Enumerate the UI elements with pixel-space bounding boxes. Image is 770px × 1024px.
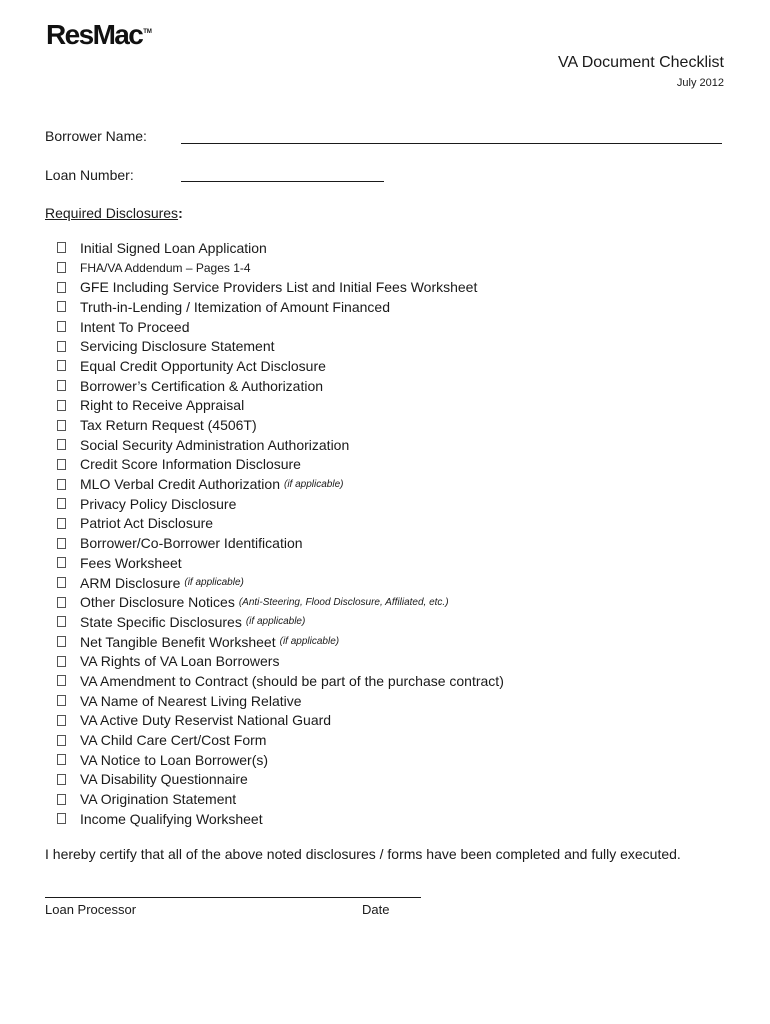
checklist-item-label: ARM Disclosure <box>80 574 181 591</box>
checklist-item <box>57 691 504 711</box>
checklist-item-label: State Specific Disclosures <box>80 613 242 630</box>
checkbox[interactable] <box>57 518 66 529</box>
loan-number-label: Loan Number: <box>45 167 134 183</box>
checklist-item-label: VA Disability Questionnaire <box>80 771 248 788</box>
checkbox[interactable] <box>57 735 66 746</box>
checklist-item <box>57 651 504 671</box>
checklist-item-label: Patriot Act Disclosure <box>80 515 214 532</box>
checklist-item <box>57 376 504 396</box>
borrower-name-field[interactable] <box>181 143 722 144</box>
checklist-item <box>57 494 504 514</box>
checklist-item-label: Right to Receive Appraisal <box>80 397 245 414</box>
checklist-item-label: VA Rights of VA Loan Borrowers <box>80 653 280 670</box>
checklist-item-label: Borrower/Co-Borrower Identification <box>80 535 303 552</box>
checkbox[interactable] <box>57 301 66 312</box>
checklist-item <box>57 750 504 770</box>
checklist-item <box>57 258 504 278</box>
checklist-item-note: (if applicable) <box>245 616 306 628</box>
borrower-name-label: Borrower Name: <box>45 128 147 144</box>
checklist-item <box>57 671 504 691</box>
page-title: VA Document Checklist <box>558 54 724 71</box>
checklist-item <box>57 415 504 435</box>
checklist-item-label: Net Tangible Benefit Worksheet <box>80 633 276 650</box>
checklist-item-label: VA Amendment to Contract (should be part of the purchase contract) <box>80 672 504 689</box>
checklist-item <box>57 632 504 652</box>
checkbox[interactable] <box>57 695 66 706</box>
checklist-item <box>57 533 504 553</box>
certification-statement: I hereby certify that all of the above noted disclosures / forms have been completed and fully executed. <box>45 846 681 862</box>
checklist-item-label: Servicing Disclosure Statement <box>80 338 275 355</box>
checklist-item <box>57 396 504 416</box>
checklist-item <box>57 317 504 337</box>
checklist-item <box>57 336 504 356</box>
checkbox[interactable] <box>57 754 66 765</box>
checklist-item-label: Equal Credit Opportunity Act Disclosure <box>80 357 326 374</box>
checklist-item-label: Borrower’s Certification & Authorization <box>80 377 324 394</box>
checklist-item-label: MLO Verbal Credit Authorization <box>80 476 280 493</box>
checkbox[interactable] <box>57 813 66 824</box>
checklist-item <box>57 455 504 475</box>
checklist-item <box>57 238 504 258</box>
checkbox[interactable] <box>57 577 66 588</box>
signature-line[interactable] <box>45 897 421 898</box>
checkbox[interactable] <box>57 262 66 273</box>
checklist-item <box>57 592 504 612</box>
checkbox[interactable] <box>57 380 66 391</box>
checklist-item-label: VA Origination Statement <box>80 791 237 808</box>
checkbox[interactable] <box>57 420 66 431</box>
checklist-item <box>57 356 504 376</box>
checkbox[interactable] <box>57 597 66 608</box>
checklist-item <box>57 297 504 317</box>
checklist-item-label: Fees Worksheet <box>80 554 182 571</box>
checklist-item-label: VA Child Care Cert/Cost Form <box>80 732 267 749</box>
checklist-item-label: Social Security Administration Authorization <box>80 436 350 453</box>
checklist-item <box>57 730 504 750</box>
checklist-item <box>57 789 504 809</box>
checkbox[interactable] <box>57 282 66 293</box>
checklist-item-note: (if applicable) <box>279 636 340 648</box>
checklist-item-label: Income Qualifying Worksheet <box>80 810 263 827</box>
checkbox[interactable] <box>57 636 66 647</box>
checkbox[interactable] <box>57 557 66 568</box>
checkbox[interactable] <box>57 400 66 411</box>
checklist-item-label: Intent To Proceed <box>80 318 190 335</box>
checkbox[interactable] <box>57 439 66 450</box>
checklist-item-label: VA Notice to Loan Borrower(s) <box>80 751 269 768</box>
checklist-item-label: Initial Signed Loan Application <box>80 239 267 256</box>
checkbox[interactable] <box>57 675 66 686</box>
checklist-item-label: VA Name of Nearest Living Relative <box>80 692 302 709</box>
checklist-item <box>57 711 504 731</box>
checkbox[interactable] <box>57 715 66 726</box>
checkbox[interactable] <box>57 459 66 470</box>
checkbox[interactable] <box>57 774 66 785</box>
checklist-item <box>57 277 504 297</box>
checklist-item <box>57 770 504 790</box>
resmac-logo: ResMacTM <box>46 19 152 50</box>
checkbox[interactable] <box>57 360 66 371</box>
checklist-item-label: Credit Score Information Disclosure <box>80 456 301 473</box>
checklist-item <box>57 474 504 494</box>
checkbox[interactable] <box>57 242 66 253</box>
checkbox[interactable] <box>57 321 66 332</box>
loan-number-field[interactable] <box>181 181 384 182</box>
checkbox[interactable] <box>57 656 66 667</box>
checklist-item-label: Truth-in-Lending / Itemization of Amount Financed <box>80 298 390 315</box>
checkbox[interactable] <box>57 341 66 352</box>
checklist-item-label: VA Active Duty Reservist National Guard <box>80 712 332 729</box>
date-label: Date <box>362 902 390 917</box>
checklist-item-note: (if applicable) <box>284 478 344 490</box>
checklist-item <box>57 553 504 573</box>
required-disclosures-heading: Required Disclosures: <box>45 205 183 221</box>
checklist-item <box>57 514 504 534</box>
checklist-item-label: Privacy Policy Disclosure <box>80 495 237 512</box>
logo-trademark: TM <box>143 29 152 35</box>
checklist-item <box>57 809 504 829</box>
checklist-item-label: Tax Return Request (4506T) <box>80 417 257 434</box>
checkbox[interactable] <box>57 498 66 509</box>
checkbox[interactable] <box>57 616 66 627</box>
disclosure-checklist <box>57 238 504 829</box>
checklist-item <box>57 435 504 455</box>
loan-processor-label: Loan Processor <box>45 902 137 917</box>
checkbox[interactable] <box>57 538 66 549</box>
checkbox[interactable] <box>57 794 66 805</box>
checklist-item <box>57 612 504 632</box>
document-date: July 2012 <box>676 77 724 89</box>
checklist-item-label: Other Disclosure Notices <box>80 594 235 611</box>
checklist-item-label: FHA/VA Addendum – Pages 1-4 <box>80 260 251 275</box>
checklist-item <box>57 573 504 593</box>
checkbox[interactable] <box>57 479 66 490</box>
checklist-item-note: (if applicable) <box>184 577 244 589</box>
checklist-item-label: GFE Including Service Providers List and Initial Fees Worksheet <box>80 279 478 296</box>
checklist-item-note: (Anti-Steering, Flood Disclosure, Affiliated, etc.) <box>238 596 449 608</box>
